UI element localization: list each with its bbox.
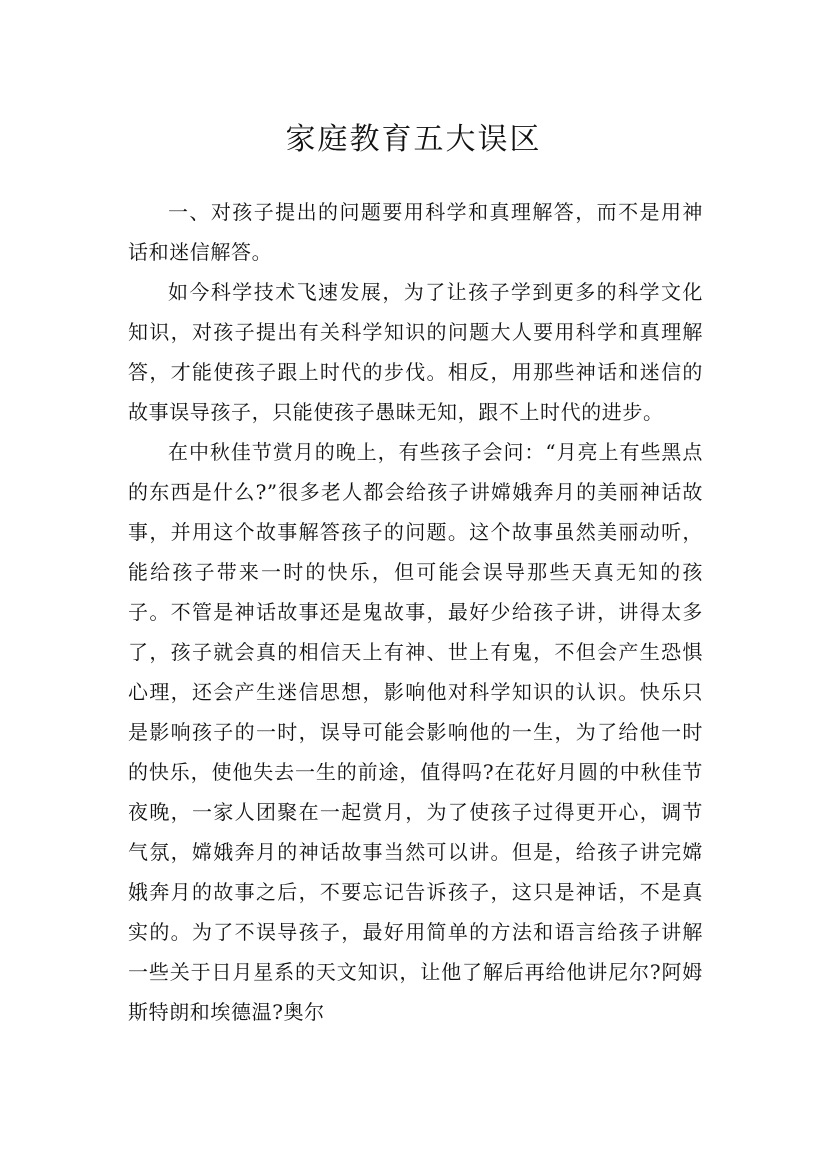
paragraph: 在中秋佳节赏月的晚上，有些孩子会问：“月亮上有些黑点的东西是什么?”很多老人都会给孩子讲嫦娥奔月的美丽神话故事，并用这个故事解答孩子的问题。这个故事虽然美丽动听，能给孩子带来一时的快乐，但可能会误导那些天真无知的孩子。不管是神话故事还是鬼故事，最好少给孩子讲，讲得太多了，孩子就会真的相信天上有神、世上有鬼，不但会产生恐惧心理，还会产生迷信思想，影响他对科学知识的认识。快乐只是影响孩子的一时，误导可能会影响他的一生，为了给他一时的快乐，使他失去一生的前途，值得吗?在花好月圆的中秋佳节夜晚，一家人团聚在一起赏月，为了使孩子过得更开心，调节气氛，嫦娥奔月的神话故事当然可以讲。但是，给孩子讲完嫦娥奔月的故事之后，不要忘记告诉孩子，这只是神话，不是真实的。为了不误导孩子，最好用简单的方法和语言给孩子讲解一些关于日月星系的天文知识，让他了解后再给他讲尼尔?阿姆斯特朗和埃德温?奥尔 [128, 440, 703, 1024]
document-body [128, 192, 703, 1032]
paragraph: 如今科学技术飞速发展，为了让孩子学到更多的科学文化知识，对孩子提出有关科学知识的问题大人要用科学和真理解答，才能使孩子跟上时代的步伐。相反，用那些神话和迷信的故事误导孩子，只能使孩子愚昧无知，跟不上时代的进步。 [128, 280, 703, 424]
paragraph-heading-1: 一、对孩子提出的问题要用科学和真理解答，而不是用神话和迷信解答。 [128, 200, 703, 264]
document-title: 家庭教育五大误区 [285, 122, 542, 158]
